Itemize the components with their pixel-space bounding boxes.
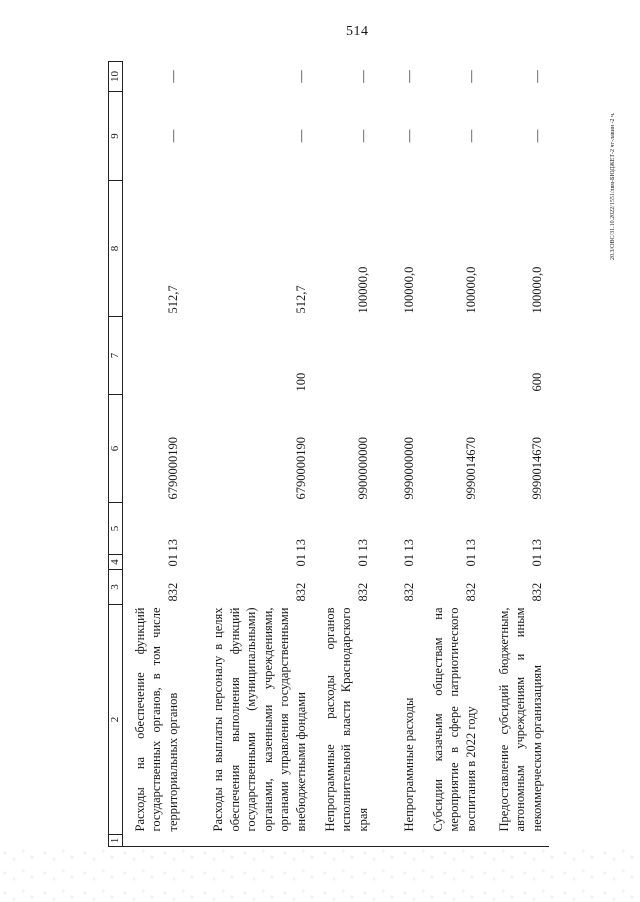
cell-ministry-code: 832 [356,582,370,602]
row-description: Расходы на обеспечение функций государственных органов, в том числе территориальных органов [132,607,180,832]
cell-col9: — [356,129,370,143]
table-row [313,62,375,847]
column-header: 7 [109,317,123,395]
cell-ministry-code: 832 [402,582,416,602]
cell-subsection: 13 [356,539,370,552]
cell-subsection: 13 [402,539,416,552]
cell-col9: — [530,129,544,143]
budget-table-container [108,62,603,847]
cell-col9: — [166,129,180,143]
row-spacer [313,835,375,847]
row-description: Непрограммные расходы органов исполнительной власти Краснодарского края [322,607,370,832]
cell-expense-type [313,317,375,395]
cell-col10: — [530,70,544,83]
cell-section: 01 [530,554,544,567]
cell-col10: — [166,70,180,83]
document-stamp [610,90,620,260]
row-spacer [123,835,186,847]
row-spacer [421,835,483,847]
cell-amount: 100000,0 [356,266,370,314]
cell-amount: 100000,0 [402,266,416,314]
cell-target-item: 9900000000 [356,437,370,500]
cell-target-item: 6790000190 [166,437,180,500]
cell-col10: — [402,70,416,83]
cell-section: 01 [464,554,478,567]
cell-amount: 100000,0 [464,266,478,314]
cell-target-item: 6790000190 [294,437,308,500]
row-spacer [483,835,549,847]
cell-subsection: 13 [464,539,478,552]
cell-section: 01 [402,554,416,567]
cell-expense-type [123,317,186,395]
cell-expense-type [375,317,421,395]
column-header: 2 [109,605,123,835]
cell-section: 01 [356,554,370,567]
row-description: Расходы на выплаты персоналу в целях обеспечения выполнения функций государственными (муниципальными) органами, казенными учреждениями, органами управления государственными внебюджетными фондами [211,607,308,832]
cell-ministry-code: 832 [464,582,478,602]
cell-expense-type [421,317,483,395]
table-header-row [109,62,123,847]
column-header: 10 [109,62,123,92]
table-row [421,62,483,847]
cell-amount: 512,7 [166,285,180,314]
cell-ministry-code: 832 [530,582,544,602]
cell-col10: — [356,70,370,83]
row-spacer [185,835,313,847]
row-description: Субсидии казачьим обществам на мероприятие в сфере патриотического воспитания в 2022 году [430,607,478,832]
cell-ministry-code: 832 [166,582,180,602]
column-header: 8 [109,181,123,317]
table-row [375,62,421,847]
column-header: 4 [109,555,123,570]
cell-target-item: 9990014670 [530,437,544,500]
cell-col9: — [464,129,478,143]
cell-expense-type: 600 [530,372,544,392]
cell-col10: — [294,70,308,83]
cell-amount: 512,7 [294,285,308,314]
column-header: 1 [109,835,123,847]
cell-amount: 100000,0 [530,266,544,314]
cell-expense-type: 100 [294,372,308,392]
table-row [123,62,186,847]
cell-target-item: 9990014670 [464,437,478,500]
column-header: 5 [109,503,123,555]
document-stamp-text: 20.3/ОВС/31.10.2022/1551/лвм-БЮДЖЕТ-2 чт-лавин -2 ч. [610,112,616,260]
cell-col9: — [402,129,416,143]
table-row [483,62,549,847]
column-header: 6 [109,395,123,503]
budget-table [108,61,549,847]
cell-col10: — [464,70,478,83]
table-row [185,62,313,847]
cell-subsection: 13 [294,539,308,552]
cell-ministry-code: 832 [294,582,308,602]
column-header: 3 [109,570,123,605]
cell-subsection: 13 [530,539,544,552]
row-description: Предоставление субсидий бюджетным, автономным учреждениям и иным некоммерческим организациям [496,607,544,832]
cell-col9: — [294,129,308,143]
cell-target-item: 9990000000 [402,437,416,500]
cell-section: 01 [294,554,308,567]
column-header: 9 [109,92,123,181]
row-spacer [375,835,421,847]
row-description: Непрограммные расходы [401,697,416,832]
cell-subsection: 13 [166,539,180,552]
page-number: 514 [346,24,369,39]
scan-noise [0,845,640,902]
cell-section: 01 [166,554,180,567]
